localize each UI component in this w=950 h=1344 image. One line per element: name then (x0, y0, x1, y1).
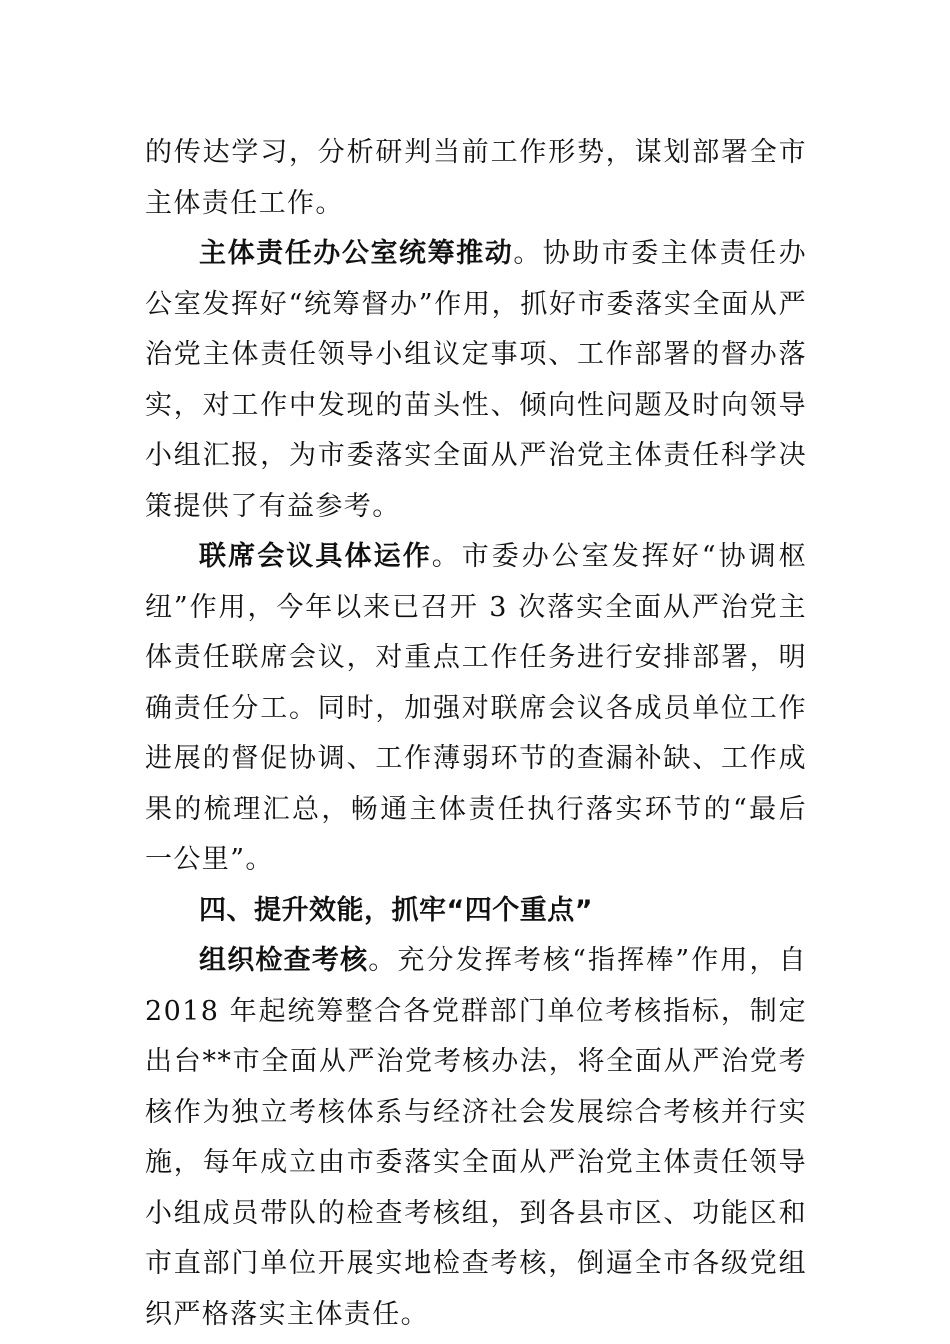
paragraph-joint-meeting (145, 532, 807, 886)
paragraph-text: 。协助市委主体责任办公室发挥好“统筹督办”作用，抓好市委落实全面从严治党主体责任领导小组议定事项、工作部署的督办落实，对工作中发现的苗头性、倾向性问题及时向领导小组汇报，为市委落实全面从严治党主体责任科学决策提供了有益参考。 (145, 238, 808, 522)
paragraph-responsibility-office (145, 229, 807, 532)
paragraph-text: 。充分发挥考核“指挥棒”作用，自 2018 年起统筹整合各党群部门单位考核指标，制定出台**市全面从严治党考核办法，将全面从严治党考核作为独立考核体系与经济社会发展综合考核并行实施，每年成立由市委落实全面从严治党主体责任领导小组成员带队的检查考核组，到各县市区、功能区和市直部门单位开展实地检查考核，倒逼全市各级党组织严格落实主体责任。 (145, 945, 807, 1330)
paragraph-text: 的传达学习，分析研判当前工作形势，谋划部署全市主体责任工作。 (145, 137, 807, 219)
section-heading (145, 886, 807, 937)
paragraph-lead-bold: 主体责任办公室统筹推动 (199, 238, 514, 269)
section-heading-text: 四、提升效能，抓牢“四个重点” (199, 894, 593, 926)
paragraph-lead-bold: 联席会议具体运作 (199, 541, 432, 572)
paragraph-lead-bold: 组织检查考核 (199, 945, 369, 976)
paragraph-inspection-assessment (145, 936, 807, 1340)
paragraph-text: 。市委办公室发挥好“协调枢纽”作用，今年以来已召开 3 次落实全面从严治党主体责任联席会议，对重点工作任务进行安排部署，明确责任分工。同时，加强对联席会议各成员单位工作进展的督促协调、工作薄弱环节的查漏补缺、工作成果的梳理汇总，畅通主体责任执行落实环节的“最后一公里”。 (145, 541, 807, 875)
paragraph-continuation (145, 128, 807, 229)
document-body (145, 128, 807, 1340)
